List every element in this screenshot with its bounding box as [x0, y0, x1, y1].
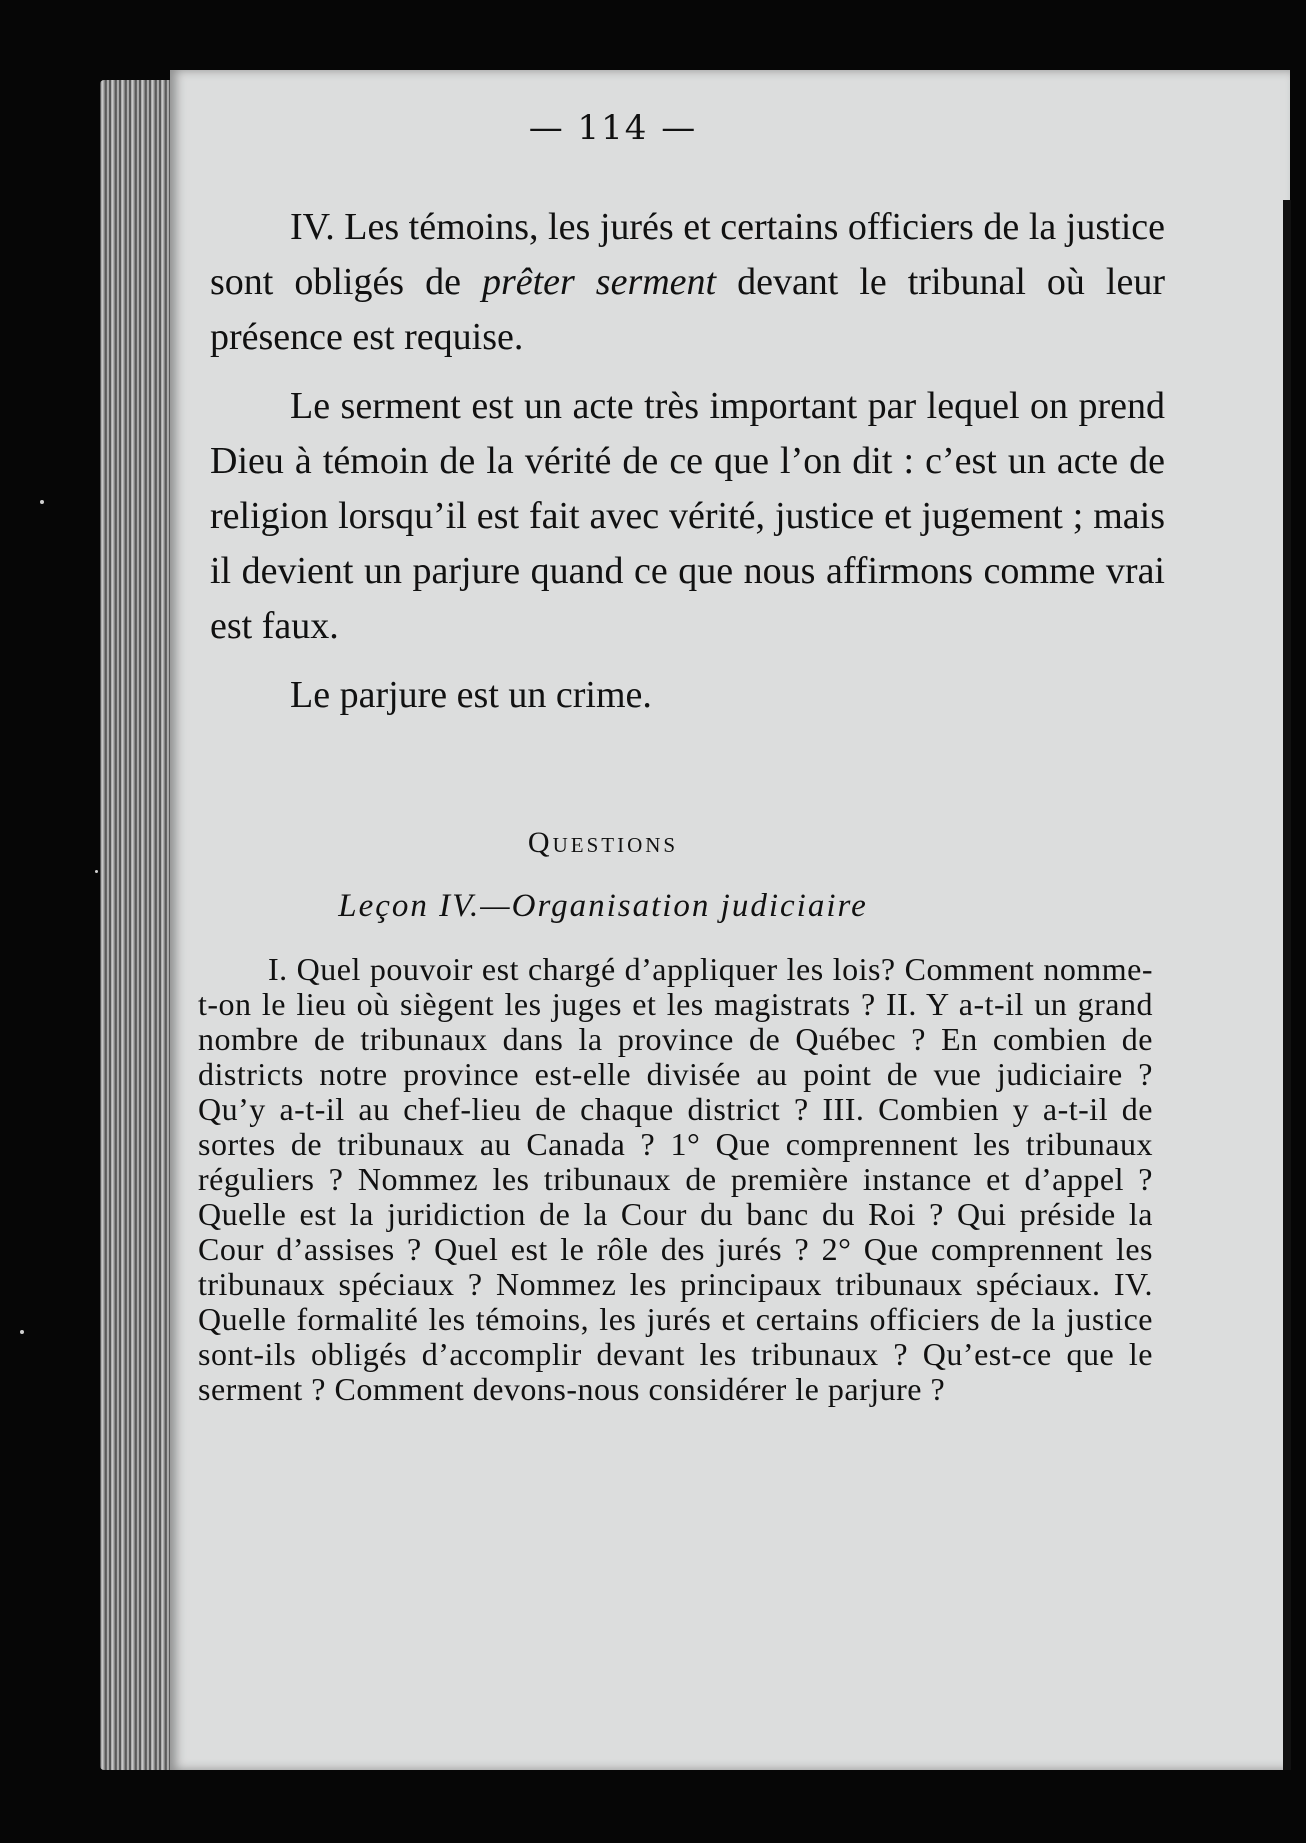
paragraph-text: IV. Les témoins, les jurés et certains officiers de la justice sont obligés de: [210, 206, 1165, 303]
paragraph-oath-obligation: [210, 200, 1165, 365]
scan-speck: [40, 500, 44, 504]
scan-speck: [95, 870, 98, 873]
questions-heading: Questions: [527, 826, 679, 859]
emphasized-term: prêter serment: [481, 261, 717, 303]
paragraph-text: devant le tribunal où leur présence est requise.: [210, 261, 1165, 358]
questions-text: I. Quel pouvoir est chargé d’appliquer les lois? Comment nomme-t-on le lieu où siègent les juges et les magistrats ? II. Y a-t-il un grand nombre de tribunaux dans la province de Québec ? En combien de districts notre province est-elle divisée au point de vue judiciaire ? Qu’y a-t-il au chef-lieu de chaque district ? III. Combien y a-t-il de sortes de tribunaux au Canada ? 1° Que comprennent les tribunaux réguliers ? Nommez les tribunaux de première instance et d’appel ? Quelle est la juridiction de la Cour du banc du Roi ? Qui préside la Cour d’assises ? Quel est le rôle des jurés ? 2° Que comprennent les tribunaux spéciaux ? Nommez les principaux tribunaux spéciaux. IV. Quelle formalité les témoins, les jurés et certains officiers de la justice sont-ils obligés d’accomplir devant les tribunaux ? Qu’est-ce que le serment ? Comment devons-nous considérer le parjure ?: [198, 951, 1153, 1407]
page-number: — 114 —: [528, 108, 698, 148]
paragraph-oath-definition: Le serment est un acte très important par lequel on prend Dieu à témoin de la vérité de ce que l’on dit : c’est un acte de religion lorsqu’il est fait avec vérité, justice et jugement ; mais il devient un parjure quand ce que nous affirmons comme vrai est faux.: [210, 385, 1165, 647]
right-binding-edge: [1283, 200, 1291, 1770]
body-text: [210, 200, 1165, 737]
scan-speck: [20, 1330, 24, 1334]
lesson-title: Leçon IV.—Organisation judiciaire: [338, 888, 868, 924]
paragraph-perjury: Le parjure est un crime.: [290, 674, 652, 716]
